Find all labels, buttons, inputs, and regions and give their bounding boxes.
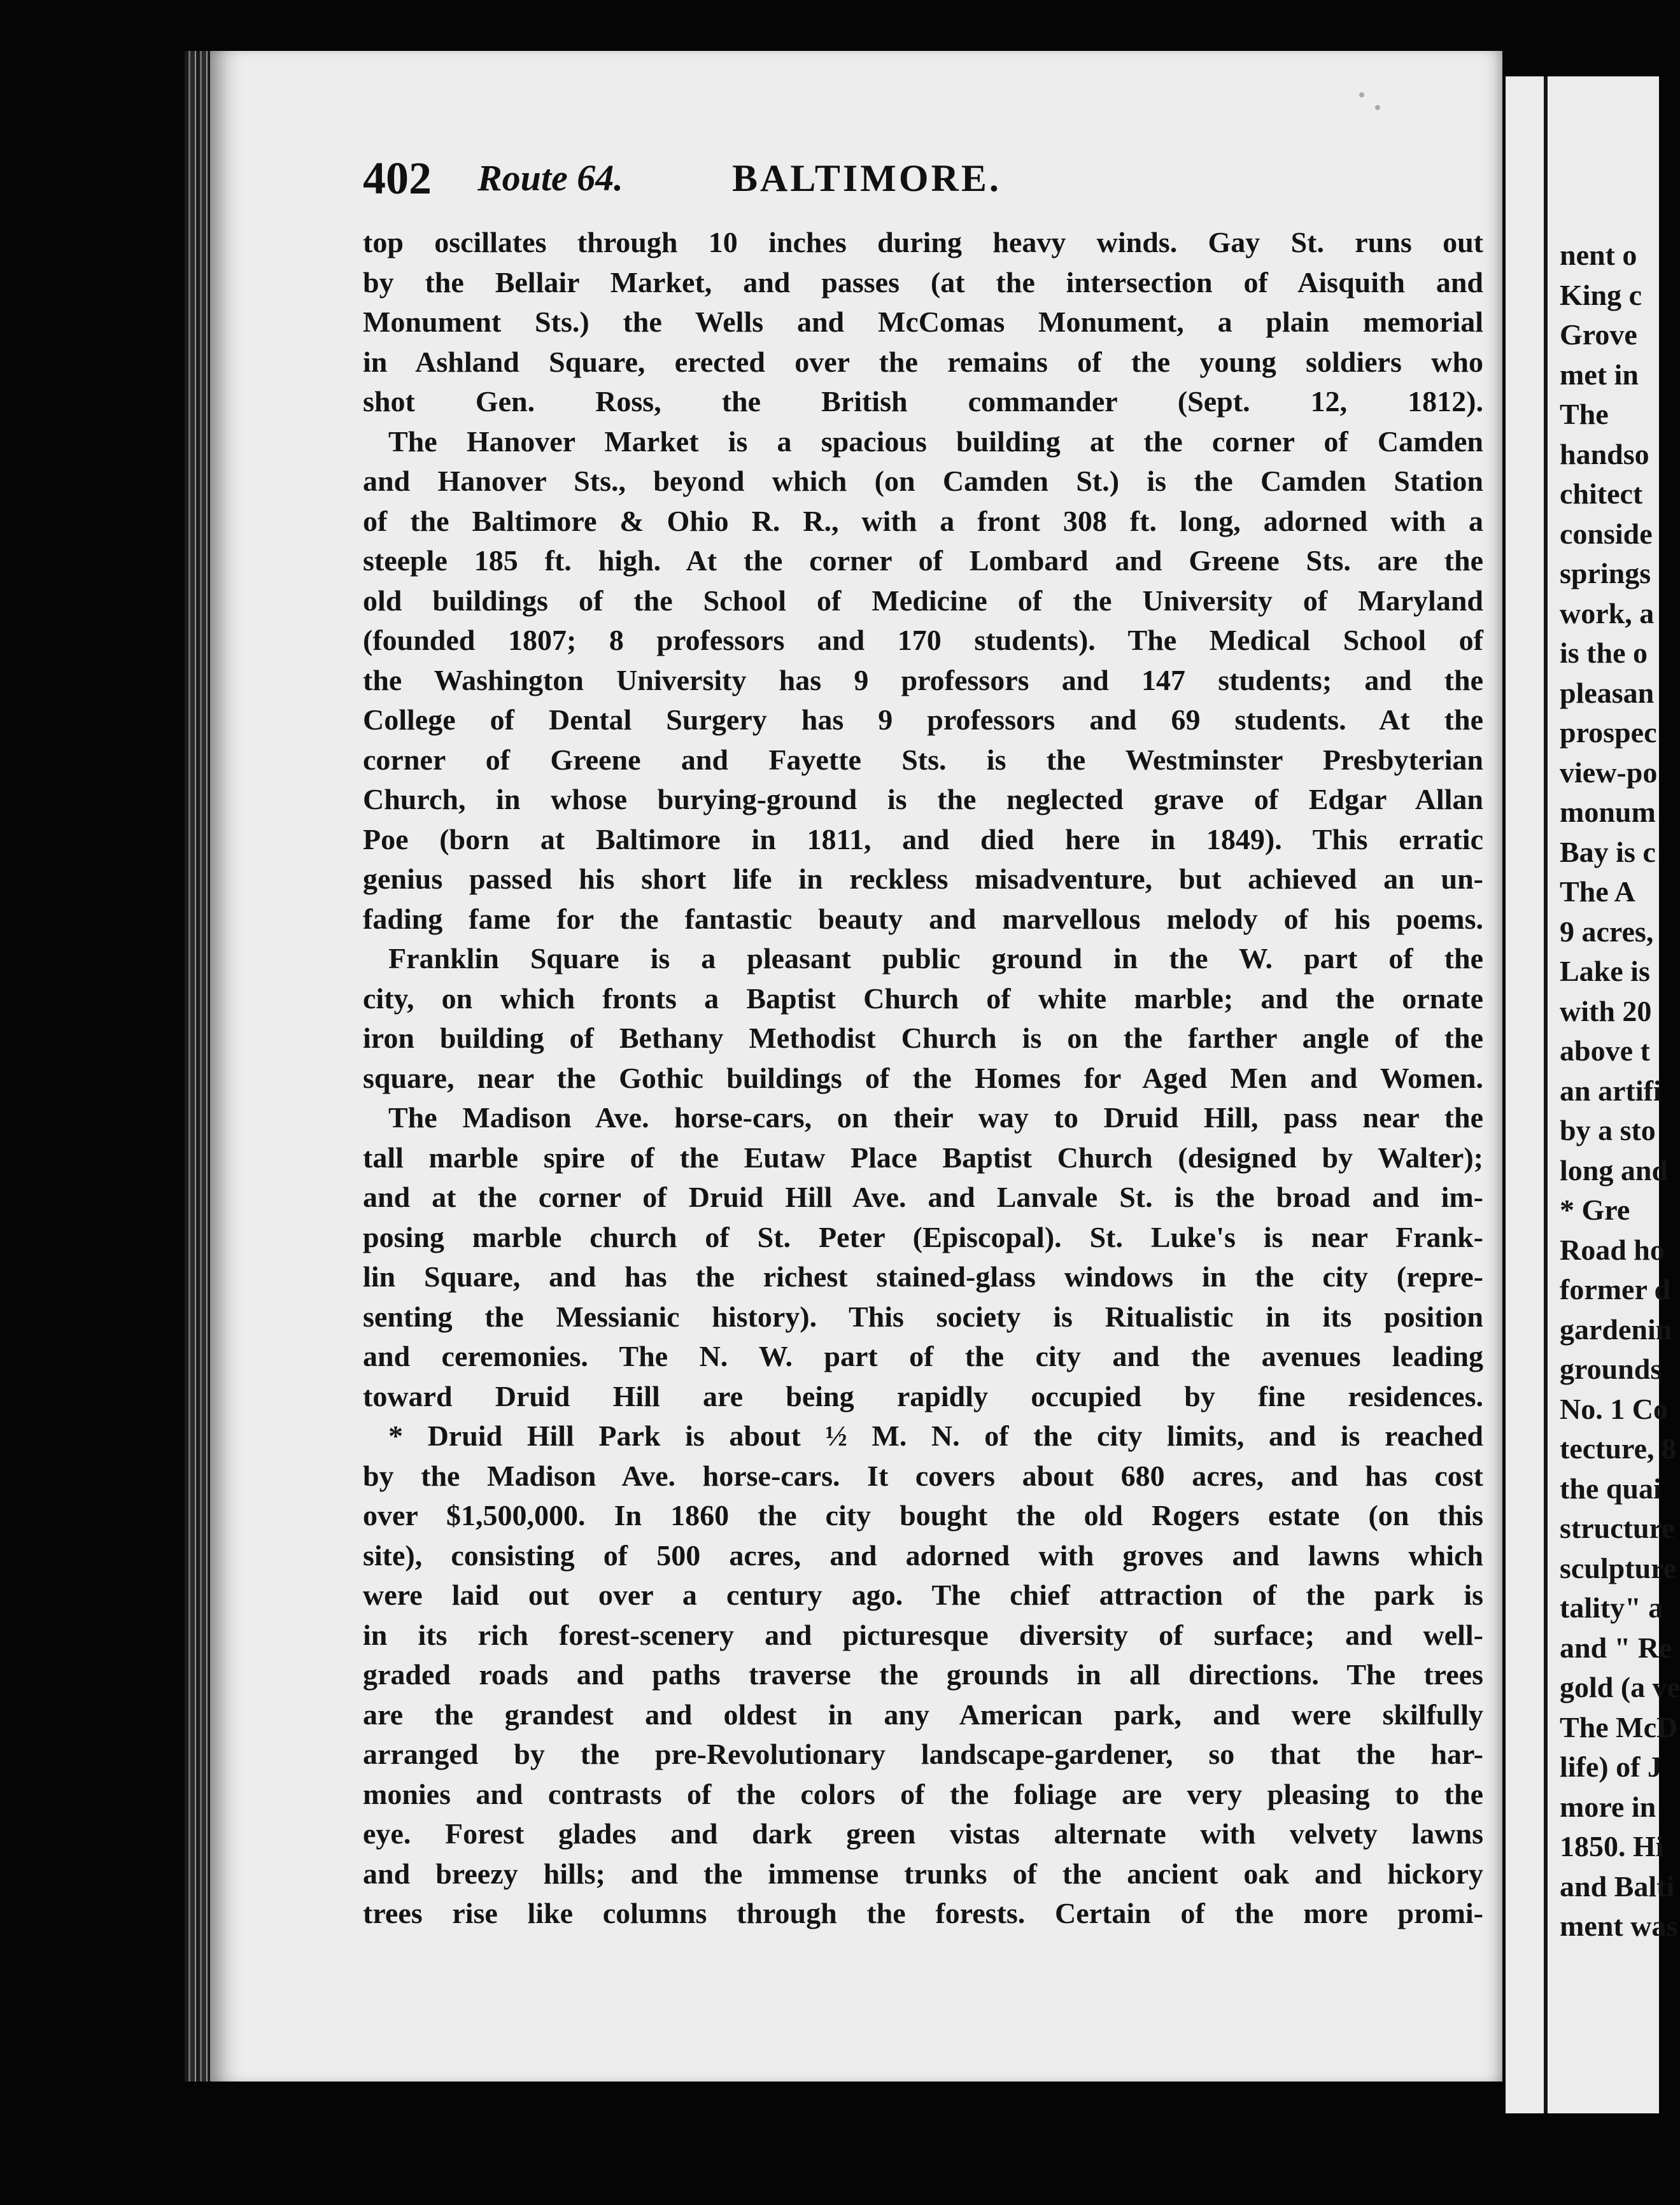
running-title: BALTIMORE. (732, 157, 1001, 199)
text-line: met in (1560, 358, 1639, 391)
page-header (363, 143, 1483, 213)
text-line: of the Baltimore & Ohio R. R., with a front 308 ft. long, adorned with a (363, 504, 1483, 537)
text-line: in its rich forest-scenery and picturesque diversity of surface; and well- (363, 1618, 1483, 1651)
text-line: Church, in whose burying-ground is the neglected grave of Edgar Allan (363, 783, 1483, 815)
text-line: Bay is c (1560, 835, 1656, 868)
text-line: Poe (born at Baltimore in 1811, and died here in 1849). This erratic (363, 822, 1483, 856)
speck (1359, 92, 1364, 97)
text-line: and " Re (1560, 1631, 1672, 1664)
text-line: Grove (1560, 318, 1637, 351)
text-line: Monument Sts.) the Wells and McComas Monument, a plain memorial (363, 306, 1483, 338)
text-line: nent o (1560, 239, 1637, 271)
text-line: top oscillates through 10 inches during heavy winds. Gay St. runs out (363, 226, 1483, 258)
text-line: square, near the Gothic buildings of the Homes for Aged Men and Women. (363, 1061, 1483, 1094)
text-line: gold (a ve (1560, 1671, 1680, 1703)
text-line: and ceremonies. The N. W. part of the city and the avenues leading (363, 1340, 1483, 1372)
text-line: ment was (1560, 1910, 1678, 1942)
text-line: chitect (1560, 477, 1643, 510)
text-line: site), consisting of 500 acres, and adorned with groves and lawns which (363, 1539, 1483, 1572)
text-line: * Druid Hill Park is about ½ M. N. of the city limits, and is reached (388, 1420, 1483, 1452)
text-line: and at the corner of Druid Hill Ave. and Lanvale St. is the broad and im- (363, 1181, 1483, 1213)
text-line: eye. Forest glades and dark green vistas alternate with velvety lawns (363, 1817, 1483, 1850)
text-line: old buildings of the School of Medicine of the University of Maryland (363, 584, 1483, 617)
text-line: Lake is (1560, 955, 1650, 987)
text-line: arranged by the pre-Revolutionary landscape-gardener, so that the har- (363, 1738, 1483, 1770)
text-line: work, a (1560, 596, 1655, 630)
text-line: King c (1560, 278, 1642, 311)
text-line: fading fame for the fantastic beauty and marvellous melody of his poems. (363, 902, 1483, 935)
text-line: the Washington University has 9 professors and 147 students; and the (363, 663, 1483, 696)
text-line: over $1,500,000. In 1860 the city bought the old Rogers estate (on this (363, 1499, 1483, 1532)
text-line: and Hanover Sts., beyond which (on Camden St.) is the Camden Station (363, 465, 1483, 497)
text-line: handso (1560, 437, 1649, 470)
text-line: graded roads and paths traverse the grounds in all directions. The trees (363, 1658, 1483, 1691)
text-line: were laid out over a century ago. The chief attraction of the park is (363, 1579, 1483, 1611)
text-line: by a sto (1560, 1114, 1656, 1146)
text-line: iron building of Bethany Methodist Church is on the farther angle of the (363, 1022, 1483, 1054)
body-text (363, 223, 1483, 1934)
text-line: are the grandest and oldest in any American park, and were skilfully (363, 1698, 1483, 1731)
page-number: 402 (363, 153, 432, 204)
text-line: springs (1560, 557, 1651, 589)
text-line: corner of Greene and Fayette Sts. is the Westminster Presbyterian (363, 743, 1483, 776)
text-line: gardenin (1560, 1313, 1672, 1346)
text-line: structure (1560, 1512, 1675, 1544)
text-line: in Ashland Square, erected over the remains of the young soldiers who (363, 345, 1483, 378)
text-line: by the Madison Ave. horse-cars. It covers about 680 acres, and has cost (363, 1459, 1483, 1492)
text-line: long and (1560, 1153, 1669, 1187)
text-line: 1850. Hi (1560, 1830, 1664, 1863)
text-line: No. 1 Co (1560, 1392, 1668, 1425)
text-line: former d (1560, 1273, 1671, 1306)
text-line: prospec (1560, 716, 1657, 749)
left-page (210, 51, 1502, 2082)
text-line: by the Bellair Market, and passes (at the intersection of Aisquith and (363, 265, 1483, 299)
text-line: toward Druid Hill are being rapidly occupied by fine residences. (363, 1379, 1483, 1412)
text-line: senting the Messianic history). This society is Ritualistic in its position (363, 1300, 1483, 1333)
text-line: The McD (1560, 1710, 1678, 1744)
text-line: (founded 1807; 8 professors and 170 students). The Medical School of (363, 624, 1483, 656)
text-line: view-po (1560, 756, 1658, 789)
text-line: grounds (1560, 1353, 1662, 1385)
text-line: and breezy hills; and the immense trunks of the ancient oak and hickory (363, 1857, 1483, 1890)
right-page-fragment (1506, 76, 1680, 2113)
text-line: 9 acres, (1560, 915, 1654, 948)
speck (1375, 105, 1380, 110)
text-line: lin Square, and has the richest stained-glass windows in the city (repre- (363, 1260, 1483, 1293)
text-line: is the o (1560, 637, 1648, 669)
text-line: life) of J (1560, 1751, 1662, 1783)
text-line: above t (1560, 1034, 1650, 1067)
text-line: city, on which fronts a Baptist Church of white marble; and the ornate (363, 982, 1483, 1015)
text-line: with 20 (1560, 994, 1652, 1027)
text-line: tality" a (1560, 1591, 1663, 1624)
text-line: trees rise like columns through the forests. Certain of the more promi- (363, 1897, 1483, 1929)
text-line: conside (1560, 517, 1653, 550)
text-line: shot Gen. Ross, the British commander (Sept. 12, 1812). (363, 385, 1483, 418)
text-line: monies and contrasts of the colors of the foliage are very pleasing to the (363, 1777, 1483, 1810)
text-line: an artifi (1560, 1074, 1662, 1107)
text-line: the quai (1560, 1472, 1662, 1505)
text-line: more in (1560, 1790, 1656, 1823)
text-line: The (1560, 398, 1609, 430)
text-line: College of Dental Surgery has 9 professors and 69 students. At the (363, 703, 1483, 736)
text-line: * Gre (1560, 1194, 1630, 1226)
text-line: steeple 185 ft. high. At the corner of Lombard and Greene Sts. are the (363, 544, 1483, 577)
text-line: tall marble spire of the Eutaw Place Baptist Church (designed by Walter); (363, 1141, 1483, 1174)
text-line: genius passed his short life in reckless misadventure, but achieved an un- (363, 863, 1483, 895)
text-line: sculpture (1560, 1551, 1677, 1584)
route-label: Route 64. (477, 157, 623, 199)
text-line: and Balti (1560, 1870, 1675, 1903)
text-line: The Hanover Market is a spacious building at the corner of Camden (388, 425, 1483, 458)
text-line: The A (1560, 875, 1635, 908)
text-line: Franklin Square is a pleasant public ground in the W. part of the (388, 942, 1483, 975)
text-line: pleasan (1560, 676, 1655, 709)
text-line: monum (1560, 796, 1656, 828)
text-line: tecture, 8 (1560, 1432, 1677, 1465)
text-line: posing marble church of St. Peter (Episcopal). St. Luke's is near Frank- (363, 1220, 1483, 1253)
text-line: Road ho (1560, 1233, 1665, 1266)
text-line: The Madison Ave. horse-cars, on their way to Druid Hill, pass near the (388, 1101, 1483, 1134)
page-divider (1544, 76, 1548, 2113)
